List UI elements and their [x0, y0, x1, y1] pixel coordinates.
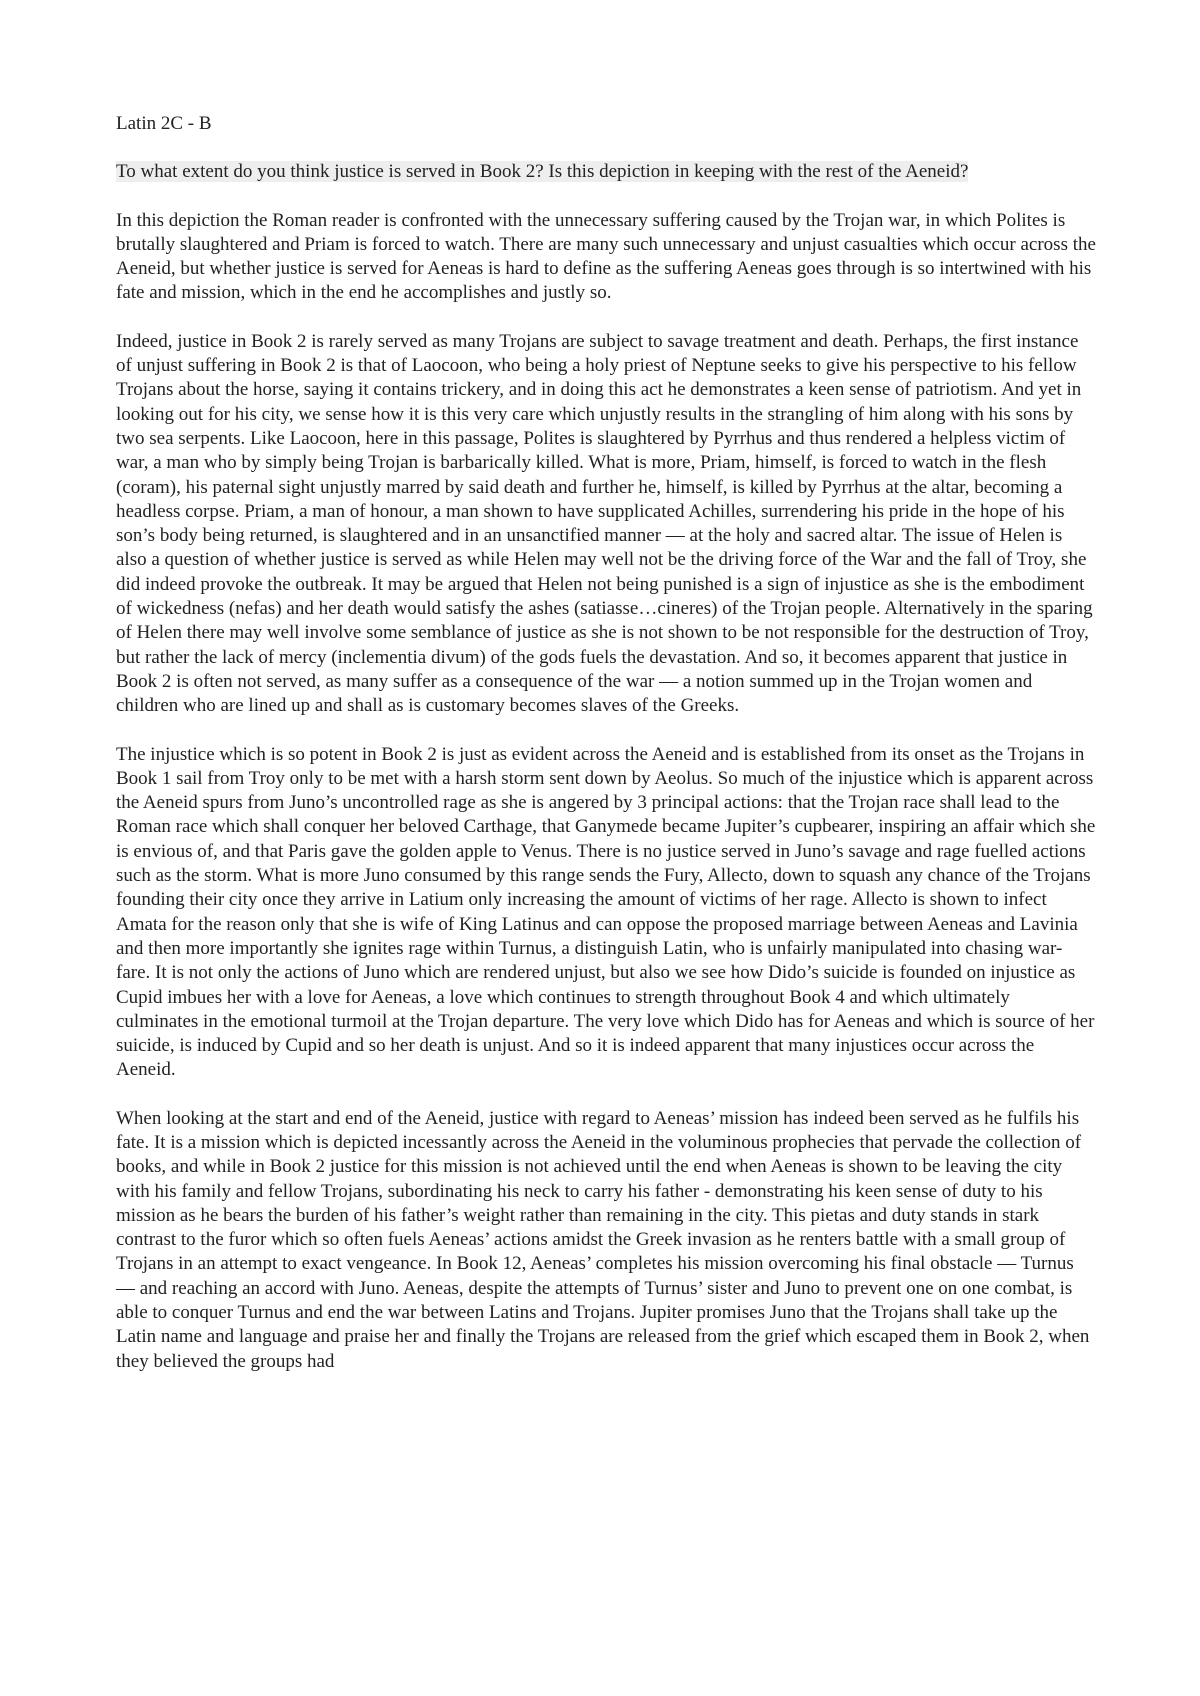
document-header: Latin 2C - B: [116, 113, 212, 134]
document-page: [116, 112, 1096, 1398]
paragraph-4: When looking at the start and end of the Aeneid, justice with regard to Aeneas’ mission has indeed been served as he fulfils his fate. It is a mission which is depicted incessantly across the Aeneid in the voluminous prophecies that pervade the collection of books, and while in Book 2 justice for this mission is not achieved until the end when Aeneas is shown to be leaving the city with his family and fellow Trojans, subordinating his neck to carry his father - demonstrating his keen sense of duty to his mission as he bears the burden of his father’s weight rather than remaining in the city. This pietas and duty stands in stark contrast to the furor which so often fuels Aeneas’ actions amidst the Greek invasion as he renters battle with a small group of Trojans in an attempt to exact vengeance. In Book 12, Aeneas’ completes his mission overcoming his final obstacle — Turnus — and reaching an accord with Juno. Aeneas, despite the attempts of Turnus’ sister and Juno to prevent one on one combat, is able to conquer Turnus and end the war between Latins and Trojans. Jupiter promises Juno that the Trojans shall take up the Latin name and language and praise her and finally the Trojans are released from the grief which escaped them in Book 2, when they believed the groups had: [116, 1107, 1090, 1372]
essay-question: [116, 160, 1096, 184]
paragraph-3: The injustice which is so potent in Book 2 is just as evident across the Aeneid and is established from its onset as the Trojans in Book 1 sail from Troy only to be met with a harsh storm sent down by Aeolus. So much of the injustice which is apparent across the Aeneid spurs from Juno’s uncontrolled rage as she is angered by 3 principal actions: that the Trojan race shall lead to the Roman race which shall conquer her beloved Carthage, that Ganymede became Jupiter’s cupbearer, inspiring an affair which she is envious of, and that Paris gave the golden apple to Venus. There is no justice served in Juno’s savage and rage fuelled actions such as the storm. What is more Juno consumed by this range sends the Fury, Allecto, down to squash any chance of the Trojans founding their city once they arrive in Latium only increasing the amount of victims of her rage. Allecto is shown to infect Amata for the reason only that she is wife of King Latinus and can oppose the proposed marriage between Aeneas and Lavinia and then more importantly she ignites rage within Turnus, a distinguish Latin, who is unfairly manipulated into chasing war-fare. It is not only the actions of Juno which are rendered unjust, but also we see how Dido’s suicide is founded on injustice as Cupid imbues her with a love for Aeneas, a love which continues to strength throughout Book 4 and which ultimately culminates in the emotional turmoil at the Trojan departure. The very love which Dido has for Aeneas and which is source of her suicide, is induced by Cupid and so her death is unjust. And so it is indeed apparent that many injustices occur across the Aeneid.: [116, 743, 1096, 1081]
paragraph-2: Indeed, justice in Book 2 is rarely served as many Trojans are subject to savage treatment and death. Perhaps, the first instance of unjust suffering in Book 2 is that of Laocoon, who being a holy priest of Neptune seeks to give his perspective to his fellow Trojans about the horse, saying it contains trickery, and in doing this act he demonstrates a keen sense of patriotism. And yet in looking out for his city, we sense how it is this very care which unjustly results in the strangling of him along with his sons by two sea serpents. Like Laocoon, here in this passage, Polites is slaughtered by Pyrrhus and thus rendered a helpless victim of war, a man who by simply being Trojan is barbarically killed. What is more, Priam, himself, is forced to watch in the flesh (coram), his paternal sight unjustly marred by said death and further he, himself, is killed by Pyrrhus at the altar, becoming a headless corpse. Priam, a man of honour, a man shown to have supplicated Achilles, surrendering his pride in the hope of his son’s body being returned, is slaughtered and in an unsanctified manner — at the holy and sacred altar. The issue of Helen is also a question of whether justice is served as while Helen may well not be the driving force of the War and the fall of Troy, she did indeed provoke the outbreak. It may be argued that Helen not being punished is a sign of injustice as she is the embodiment of wickedness (nefas) and her death would satisfy the ashes (satiasse…cineres) of the Trojan people. Alternatively in the sparing of Helen there may well involve some semblance of justice as she is not shown to be not responsible for the destruction of Troy, but rather the lack of mercy (inclementia divum) of the gods fuels the devastation. And so, it becomes apparent that justice in Book 2 is often not served, as many suffer as a consequence of the war — a notion summed up in the Trojan women and children who are lined up and shall as is customary becomes slaves of the Greeks.: [116, 330, 1093, 717]
essay-question-text: To what extent do you think justice is served in Book 2? Is this depiction in keeping with the rest of the Aeneid?: [116, 161, 969, 183]
paragraph-1: In this depiction the Roman reader is confronted with the unnecessary suffering caused by the Trojan war, in which Polites is brutally slaughtered and Priam is forced to watch. There are many such unnecessary and unjust casualties which occur across the Aeneid, but whether justice is served for Aeneas is hard to define as the suffering Aeneas goes through is so intertwined with his fate and mission, which in the end he accomplishes and justly so.: [116, 209, 1096, 304]
